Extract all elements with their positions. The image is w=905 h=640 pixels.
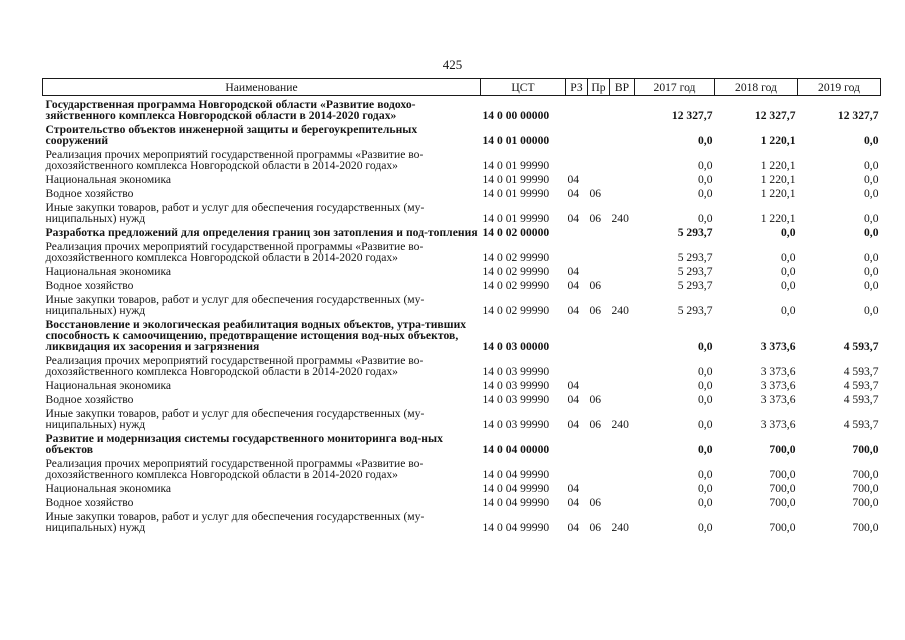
row-value-2019: 700,0 [852,468,879,481]
table-body [43,96,881,534]
row-value-2019: 12 327,7 [837,109,879,122]
row-cst: 14 0 00 00000 [482,109,550,122]
row-name: Реализация прочих мероприятий государственной программы «Развитие во-дохозяйственного комплекса Новгородской области в 2014-2020 годах» [45,148,424,172]
row-pr [588,316,610,352]
row-pr: 06 [589,187,602,200]
row-vr [610,96,635,122]
row-vr [610,171,635,185]
row-cst: 14 0 02 99990 [482,304,550,317]
row-cst: 14 0 01 99990 [482,173,550,186]
row-vr [610,480,635,494]
row-value-2019: 0,0 [864,304,879,317]
table-row [43,377,881,391]
row-value-2018: 1 220,1 [760,212,796,225]
row-name: Реализация прочих мероприятий государственной программы «Развитие во-дохозяйственного комплекса Новгородской области в 2014-2020 годах» [45,354,424,378]
row-value-2019: 4 593,7 [843,418,879,431]
row-name: Национальная экономика [45,482,172,495]
table-row [43,391,881,405]
table-row [43,352,881,377]
row-pr [588,238,610,263]
row-pr [588,480,610,494]
table-row [43,291,881,316]
row-cst: 14 0 03 99990 [482,379,550,392]
row-name: Иные закупки товаров, работ и услуг для обеспечения государственных (му-ниципальных) нужд [45,510,425,534]
table-row [43,405,881,430]
row-value-2018: 3 373,6 [760,393,796,406]
row-value-2019: 0,0 [864,279,879,292]
row-cst: 14 0 03 99990 [482,393,550,406]
row-value-2018: 1 220,1 [760,187,796,200]
row-cst: 14 0 03 00000 [482,340,550,353]
row-cst: 14 0 01 99990 [482,159,550,172]
row-vr [610,277,635,291]
table-header [43,79,881,96]
row-rz: 04 [567,212,580,225]
row-value-2019: 0,0 [864,173,879,186]
row-value-2017: 0,0 [698,187,713,200]
row-name: Разработка предложений для определения границ зон затопления и под-топления [45,226,478,239]
row-value-2017: 0,0 [698,443,713,456]
row-value-2018: 3 373,6 [760,418,796,431]
header-2017: 2017 год [635,79,715,96]
row-value-2018: 1 220,1 [760,173,796,186]
row-vr [610,263,635,277]
row-rz: 04 [567,304,580,317]
row-value-2017: 0,0 [698,418,713,431]
row-pr [588,377,610,391]
row-value-2017: 5 293,7 [677,265,713,278]
row-value-2019: 4 593,7 [843,379,879,392]
row-rz [566,430,588,455]
row-value-2019: 700,0 [852,443,879,456]
row-value-2019: 700,0 [852,496,879,509]
header-vr: ВР [610,79,635,96]
table-row [43,238,881,263]
row-value-2018: 700,0 [769,482,796,495]
row-cst: 14 0 04 99990 [482,496,550,509]
row-value-2018: 700,0 [769,521,796,534]
row-cst: 14 0 03 99990 [482,418,550,431]
row-pr [588,263,610,277]
row-value-2018: 0,0 [781,279,796,292]
header-name: Наименование [43,79,481,96]
table-row [43,277,881,291]
row-rz [566,224,588,238]
table-row [43,171,881,185]
row-cst: 14 0 03 99990 [482,365,550,378]
row-rz: 04 [567,379,580,392]
row-value-2018: 0,0 [781,304,796,317]
row-rz [566,455,588,480]
table-row-program [43,316,881,352]
table-row-program [43,430,881,455]
row-value-2017: 12 327,7 [671,109,713,122]
row-rz [566,316,588,352]
row-name: Государственная программа Новгородской области «Развитие водохо-зяйственного комплекса Новгородской области в 2014-2020 годах» [45,98,416,122]
row-cst: 14 0 02 99990 [482,279,550,292]
row-name: Развитие и модернизация системы государственного мониторинга вод-ных объектов [45,432,443,456]
row-cst: 14 0 04 00000 [482,443,550,456]
row-value-2019: 700,0 [852,482,879,495]
row-value-2019: 0,0 [864,226,879,239]
row-value-2018: 3 373,6 [760,379,796,392]
row-pr [588,121,610,146]
row-value-2017: 5 293,7 [677,226,713,239]
row-rz [566,352,588,377]
row-value-2018: 1 220,1 [760,159,796,172]
row-name: Иные закупки товаров, работ и услуг для обеспечения государственных (му-ниципальных) нужд [45,293,425,317]
row-cst: 14 0 01 99990 [482,187,550,200]
row-value-2017: 0,0 [698,365,713,378]
row-name: Национальная экономика [45,379,172,392]
row-cst: 14 0 04 99990 [482,468,550,481]
row-value-2017: 0,0 [698,468,713,481]
row-vr [610,224,635,238]
row-vr [610,121,635,146]
row-value-2017: 0,0 [698,134,713,147]
row-rz: 04 [567,265,580,278]
row-pr: 06 [589,279,602,292]
row-value-2017: 0,0 [698,212,713,225]
row-pr [588,224,610,238]
row-value-2018: 700,0 [769,443,796,456]
row-value-2017: 0,0 [698,173,713,186]
header-rz: РЗ [566,79,588,96]
row-vr [610,238,635,263]
row-value-2017: 5 293,7 [677,279,713,292]
row-pr [588,171,610,185]
row-value-2017: 0,0 [698,340,713,353]
row-pr [588,96,610,122]
row-vr [610,430,635,455]
row-value-2018: 12 327,7 [754,109,796,122]
row-vr [610,146,635,171]
row-value-2018: 3 373,6 [760,340,796,353]
row-rz [566,121,588,146]
table-row-program [43,121,881,146]
table-row [43,146,881,171]
header-2019: 2019 год [798,79,881,96]
row-rz [566,146,588,171]
row-name: Строительство объектов инженерной защиты и берегоукрепительных сооружений [45,123,418,147]
table-row [43,494,881,508]
row-value-2018: 0,0 [781,226,796,239]
header-2018: 2018 год [715,79,798,96]
row-value-2017: 5 293,7 [677,304,713,317]
row-cst: 14 0 02 00000 [482,226,550,239]
row-vr [610,391,635,405]
row-value-2018: 0,0 [781,265,796,278]
row-name: Водное хозяйство [45,496,134,509]
row-value-2017: 5 293,7 [677,251,713,264]
row-cst: 14 0 01 99990 [482,212,550,225]
row-pr: 06 [589,496,602,509]
row-value-2017: 0,0 [698,159,713,172]
row-vr [610,377,635,391]
row-value-2019: 700,0 [852,521,879,534]
table-row [43,455,881,480]
row-pr: 06 [589,393,602,406]
header-pr: Пр [588,79,610,96]
row-pr: 06 [589,212,602,225]
row-vr: 240 [611,212,629,225]
row-value-2017: 0,0 [698,496,713,509]
row-vr [610,316,635,352]
row-value-2019: 0,0 [864,134,879,147]
row-value-2018: 1 220,1 [760,134,796,147]
row-value-2019: 4 593,7 [843,340,879,353]
row-name: Водное хозяйство [45,393,134,406]
row-value-2019: 4 593,7 [843,365,879,378]
row-rz: 04 [567,187,580,200]
row-value-2017: 0,0 [698,379,713,392]
row-rz [566,238,588,263]
row-vr [610,455,635,480]
row-value-2019: 0,0 [864,265,879,278]
row-name: Национальная экономика [45,173,172,186]
row-rz: 04 [567,521,580,534]
row-cst: 14 0 04 99990 [482,521,550,534]
row-name: Иные закупки товаров, работ и услуг для обеспечения государственных (му-ниципальных) нужд [45,407,425,431]
row-rz: 04 [567,482,580,495]
row-pr: 06 [589,521,602,534]
table-row [43,480,881,494]
row-name: Реализация прочих мероприятий государственной программы «Развитие во-дохозяйственного комплекса Новгородской области в 2014-2020 годах» [45,240,424,264]
table-row-program [43,96,881,122]
row-pr [588,352,610,377]
table-row [43,263,881,277]
row-name: Водное хозяйство [45,279,134,292]
row-value-2019: 0,0 [864,212,879,225]
row-vr [610,494,635,508]
table-row [43,185,881,199]
row-value-2018: 700,0 [769,496,796,509]
row-vr: 240 [611,304,629,317]
row-value-2018: 0,0 [781,251,796,264]
table-row-program [43,224,881,238]
row-cst: 14 0 04 99990 [482,482,550,495]
row-name: Реализация прочих мероприятий государственной программы «Развитие во-дохозяйственного комплекса Новгородской области в 2014-2020 годах» [45,457,424,481]
row-rz: 04 [567,418,580,431]
row-pr [588,430,610,455]
row-name: Водное хозяйство [45,187,134,200]
row-name: Восстановление и экологическая реабилитация водных объектов, утра-тивших способность к самоочищению, предотвращение истощения вод-ных объектов, ликвидация их засорения и загрязнения [45,318,467,353]
budget-table [42,78,881,533]
row-value-2019: 0,0 [864,251,879,264]
row-rz: 04 [567,279,580,292]
row-pr: 06 [589,418,602,431]
page-number: 425 [442,57,463,72]
row-vr: 240 [611,521,629,534]
row-value-2019: 0,0 [864,187,879,200]
row-value-2019: 0,0 [864,159,879,172]
row-cst: 14 0 02 99990 [482,251,550,264]
row-rz: 04 [567,496,580,509]
row-value-2018: 700,0 [769,468,796,481]
row-value-2017: 0,0 [698,482,713,495]
table-row [43,199,881,224]
row-cst: 14 0 02 99990 [482,265,550,278]
row-value-2018: 3 373,6 [760,365,796,378]
row-vr [610,185,635,199]
row-rz: 04 [567,393,580,406]
row-value-2017: 0,0 [698,521,713,534]
row-pr [588,455,610,480]
row-name: Иные закупки товаров, работ и услуг для обеспечения государственных (му-ниципальных) нужд [45,201,425,225]
row-name: Национальная экономика [45,265,172,278]
row-value-2017: 0,0 [698,393,713,406]
row-vr [610,352,635,377]
table-row [43,508,881,533]
row-vr: 240 [611,418,629,431]
header-cst: ЦСТ [481,79,566,96]
row-pr [588,146,610,171]
row-rz [566,96,588,122]
row-value-2019: 4 593,7 [843,393,879,406]
row-rz: 04 [567,173,580,186]
row-pr: 06 [589,304,602,317]
row-cst: 14 0 01 00000 [482,134,550,147]
